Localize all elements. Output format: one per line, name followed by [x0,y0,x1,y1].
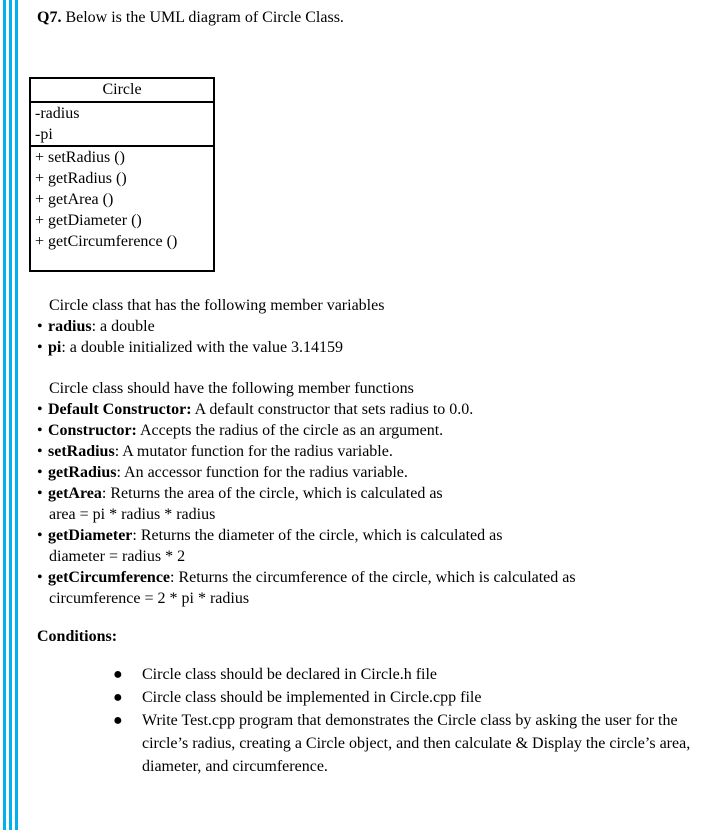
uml-attribute: -radius [35,105,80,122]
conditions-list [113,663,713,778]
bullet: • [37,569,43,586]
list-item [113,663,713,686]
uml-method: + getRadius () [35,170,127,187]
bullet: • [37,401,43,418]
item-desc: : An accessor function for the radius variable. [116,464,408,481]
bullet: • [37,527,43,544]
list-item [37,567,707,588]
item-desc: : A mutator function for the radius variable. [114,443,393,460]
bullet: • [37,443,43,460]
item-name: Default Constructor: [48,401,192,418]
uml-method: + getDiameter () [35,212,142,229]
question-number: Q7. [37,9,62,26]
condition-text: Circle class should be implemented in Circle.cpp file [142,689,482,706]
question-heading [37,9,344,27]
bullet: ● [113,666,123,683]
margin-stripe [15,0,18,830]
formula-line: diameter = radius * 2 [49,548,186,565]
item-name: getArea [48,485,102,502]
item-desc: A default constructor that sets radius to 0.0. [191,401,474,418]
question-text: Below is the UML diagram of Circle Class. [65,9,344,26]
variables-intro: Circle class that has the following member variables [49,297,385,314]
uml-class-diagram [29,77,215,272]
uml-attribute: -pi [35,126,53,143]
margin-stripe [3,0,6,830]
member-functions-section [37,378,707,609]
bullet: • [37,318,43,335]
list-item [37,483,707,504]
item-name: Constructor: [48,422,137,439]
list-item [37,420,707,441]
uml-method: + getCircumference () [35,233,178,250]
margin-stripe [9,0,12,830]
uml-methods [31,147,213,252]
item-name: radius [48,318,92,335]
item-name: getDiameter [48,527,133,544]
condition-text: Circle class should be declared in Circle.h file [142,666,438,683]
list-item [113,709,713,778]
bullet: • [37,464,43,481]
item-desc: : Returns the diameter of the circle, which is calculated as [132,527,503,544]
item-name: getCircumference [48,569,171,586]
list-item [37,441,707,462]
condition-text: Write Test.cpp program that demonstrates the Circle class by asking the user for the circle’s radius, creating a Circle object, and then calculate & Display the circle’s area, diameter, and circumference. [142,712,691,775]
list-item [37,525,707,546]
list-item [37,316,707,337]
uml-attributes [31,103,213,147]
bullet: • [37,485,43,502]
item-desc: : a double initialized with the value 3.14159 [61,339,344,356]
item-name: getRadius [48,464,117,481]
bullet: ● [113,689,123,706]
formula-line: area = pi * radius * radius [49,506,216,523]
list-item [37,337,707,358]
uml-method: + setRadius () [35,149,125,166]
conditions-heading: Conditions: [37,628,118,645]
item-desc: Accepts the radius of the circle as an argument. [136,422,444,439]
member-variables-section [37,295,707,358]
uml-method: + getArea () [35,191,114,208]
item-desc: : Returns the circumference of the circle, which is calculated as [170,569,576,586]
item-name: pi [48,339,62,356]
bullet: ● [113,712,123,729]
functions-intro: Circle class should have the following member functions [49,380,414,397]
item-desc: : Returns the area of the circle, which is calculated as [101,485,443,502]
bullet: • [37,422,43,439]
list-item [37,399,707,420]
list-item [37,462,707,483]
item-desc: : a double [91,318,155,335]
bullet: • [37,339,43,356]
list-item [113,686,713,709]
item-name: setRadius [48,443,115,460]
left-margin-bar [0,0,20,830]
uml-class-name: Circle [31,79,213,103]
formula-line: circumference = 2 * pi * radius [49,590,250,607]
